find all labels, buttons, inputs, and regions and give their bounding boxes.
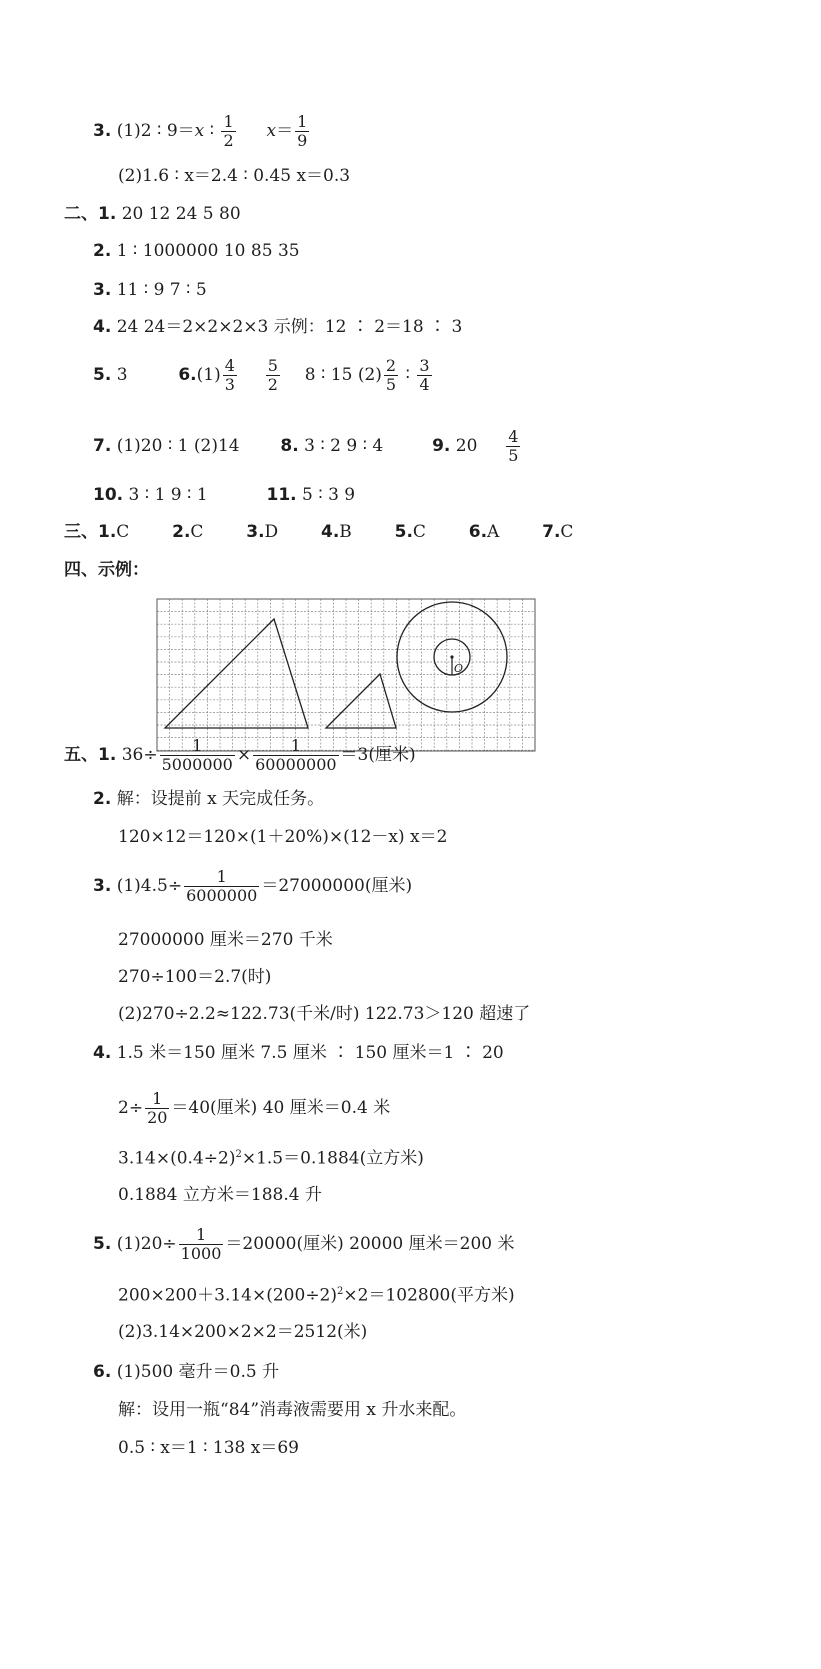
- question-number: 9.: [432, 436, 451, 456]
- fraction: $\frac{2}{5}$: [385, 356, 397, 394]
- section-2-q3: [93, 282, 207, 299]
- answer-text: 1.5 米＝150 厘米 7.5 厘米 ∶ 150 厘米＝1 ∶ 20: [116, 1043, 504, 1063]
- small-triangle: [326, 674, 396, 728]
- section-5-q3: [93, 868, 412, 905]
- choice-answer: C: [190, 522, 204, 542]
- section-5-q3-line3: 270÷100＝2.7(时): [118, 967, 272, 987]
- answer-text: 3 ∶ 2 9 ∶ 4: [304, 436, 384, 456]
- choice-answer: B: [339, 522, 352, 542]
- question-number: 5.: [394, 522, 413, 542]
- choice-answer: C: [560, 522, 574, 542]
- answer-text: 3: [116, 365, 128, 385]
- section-2-q4: [93, 319, 462, 336]
- fraction: $\frac{4}{3}$: [224, 356, 235, 394]
- question-number: 6.: [93, 1362, 112, 1382]
- fraction: $\frac{1}{6000000}$: [186, 867, 258, 905]
- large-triangle: [165, 619, 308, 728]
- section-label: 二、: [64, 204, 98, 224]
- answer-text: (1)20 ∶ 1 (2)14: [116, 436, 240, 456]
- answer-text: 20: [455, 436, 478, 456]
- section-5-q4-line4: 0.1884 立方米＝188.4 升: [118, 1185, 322, 1205]
- answer-text: ∶: [400, 365, 416, 385]
- answer-text: ＝27000000(厘米): [261, 876, 413, 896]
- answer-text: 11 ∶ 9 7 ∶ 5: [116, 280, 207, 300]
- question-number: 10.: [93, 485, 124, 505]
- answer-text: 2÷: [118, 1098, 144, 1118]
- answer-text: 36÷: [121, 745, 158, 765]
- answer-text: ＝: [276, 121, 294, 141]
- answer-text: ×: [236, 745, 252, 765]
- question-number: 5.: [93, 365, 112, 385]
- answer-text: 解：设提前 x 天完成任务。: [116, 789, 325, 809]
- section-3: [64, 524, 573, 541]
- section-5-q6-line2: 解：设用一瓶“84”消毒液需要用 x 升水来配。: [118, 1400, 467, 1420]
- section-5-q4-line3: $3.14\times(0.4\div 2)^2\times 1.5=0.1884$(立方米): [118, 1148, 424, 1169]
- answer-text: 1 ∶ 1000000 10 85 35: [116, 241, 300, 261]
- answer-text: 20 12 24 5 80: [121, 204, 241, 224]
- section-label: 五、: [64, 745, 98, 765]
- fraction: $\frac{1}{60000000}$: [255, 736, 337, 774]
- question-number: 7.: [542, 522, 561, 542]
- question-number: 1.: [98, 204, 117, 224]
- question-number: 2.: [93, 789, 112, 809]
- choice-answer: A: [487, 522, 500, 542]
- question-number: 3.: [93, 876, 112, 896]
- answer-3: [93, 113, 311, 150]
- question-number: 3.: [93, 121, 112, 141]
- answer-text: 8 ∶ 15 (2): [304, 365, 382, 385]
- question-number: 4.: [93, 317, 112, 337]
- answer-text: ∶: [204, 121, 220, 141]
- question-number: 8.: [280, 436, 299, 456]
- section-5-q4-line2: [118, 1090, 390, 1127]
- question-number: 1.: [98, 522, 117, 542]
- fraction: $\frac{4}{5}$: [508, 427, 519, 465]
- section-5-q1: [64, 737, 416, 774]
- choice-answer: C: [412, 522, 426, 542]
- grid-figure: [156, 598, 538, 754]
- section-5-q5-line2: $200\times 200+3.14\times(200\div 2)^2\times 2=102800$(平方米): [118, 1285, 515, 1306]
- section-5-q4: [93, 1045, 504, 1062]
- section-5-q5-line3: (2)3.14×200×2×2＝2512(米): [118, 1322, 368, 1342]
- section-2-q7-q9: [93, 428, 522, 465]
- fraction: $\frac{1}{1000}$: [180, 1225, 222, 1263]
- section-2-q5-q6: [93, 357, 434, 394]
- answer-text: (1)20÷: [116, 1234, 177, 1254]
- center-label: O: [454, 662, 464, 675]
- question-number: 4.: [93, 1043, 112, 1063]
- section-5-q6: [93, 1364, 279, 1381]
- section-5-q5: [93, 1226, 514, 1263]
- question-number: 4.: [321, 522, 340, 542]
- answer-text: ＝20000(厘米) 20000 厘米＝200 米: [225, 1234, 515, 1254]
- answer-3-part2: (2)1.6 ∶ x＝2.4 ∶ 0.45 x＝0.3: [118, 166, 351, 186]
- answer-text: 24 24＝2×2×2×3 示例：12 ∶ 2＝18 ∶ 3: [116, 317, 463, 337]
- answer-text: (1)4.5÷: [116, 876, 183, 896]
- question-number: 5.: [93, 1234, 112, 1254]
- choice-answer: D: [264, 522, 279, 542]
- choice-answer: C: [116, 522, 130, 542]
- variable: x: [266, 121, 277, 141]
- fraction: $\frac{3}{4}$: [419, 356, 430, 394]
- center-point: [450, 655, 453, 658]
- variable: x: [194, 121, 205, 141]
- fraction: $\frac{5}{2}$: [267, 356, 278, 394]
- question-number: 11.: [266, 485, 297, 505]
- question-number: 3.: [93, 280, 112, 300]
- section-4-label: 四、示例：: [64, 560, 149, 580]
- question-number: 2.: [93, 241, 112, 261]
- section-5-q3-line4: (2)270÷2.2≈122.73(千米/时) 122.73＞120 超速了: [118, 1004, 531, 1024]
- answer-text: 3 ∶ 1 9 ∶ 1: [128, 485, 208, 505]
- section-5-q2-eq: 120×12＝120×(1＋20%)×(12－x) x＝2: [118, 827, 448, 847]
- answer-text: (1): [196, 365, 221, 385]
- fraction: $\frac{1}{5000000}$: [161, 736, 233, 774]
- fraction: $\frac{1}{9}$: [297, 112, 308, 150]
- question-number: 6.: [178, 365, 197, 385]
- section-5-q2: [93, 791, 324, 808]
- section-2-q1: [64, 206, 241, 223]
- section-2-q10-q11: [93, 487, 355, 504]
- answer-text: (1)500 毫升＝0.5 升: [116, 1362, 280, 1382]
- question-number: 6.: [468, 522, 488, 542]
- fraction: $\frac{1}{20}$: [147, 1089, 168, 1127]
- answer-text: ＝3(厘米): [340, 745, 416, 765]
- section-2-q2: [93, 243, 300, 260]
- answer-text: (1)2 ∶ 9＝: [116, 121, 195, 141]
- question-number: 3.: [246, 522, 265, 542]
- question-number: 2.: [172, 522, 191, 542]
- question-number: 7.: [93, 436, 112, 456]
- answer-text: 5 ∶ 3 9: [302, 485, 356, 505]
- section-label: 三、: [64, 522, 98, 542]
- fraction: $\frac{1}{2}$: [223, 112, 234, 150]
- answer-text: ＝40(厘米) 40 厘米＝0.4 米: [171, 1098, 391, 1118]
- section-5-q3-line2: 27000000 厘米＝270 千米: [118, 930, 333, 950]
- question-number: 1.: [98, 745, 117, 765]
- section-5-q6-line3: 0.5 ∶ x＝1 ∶ 138 x＝69: [118, 1438, 299, 1458]
